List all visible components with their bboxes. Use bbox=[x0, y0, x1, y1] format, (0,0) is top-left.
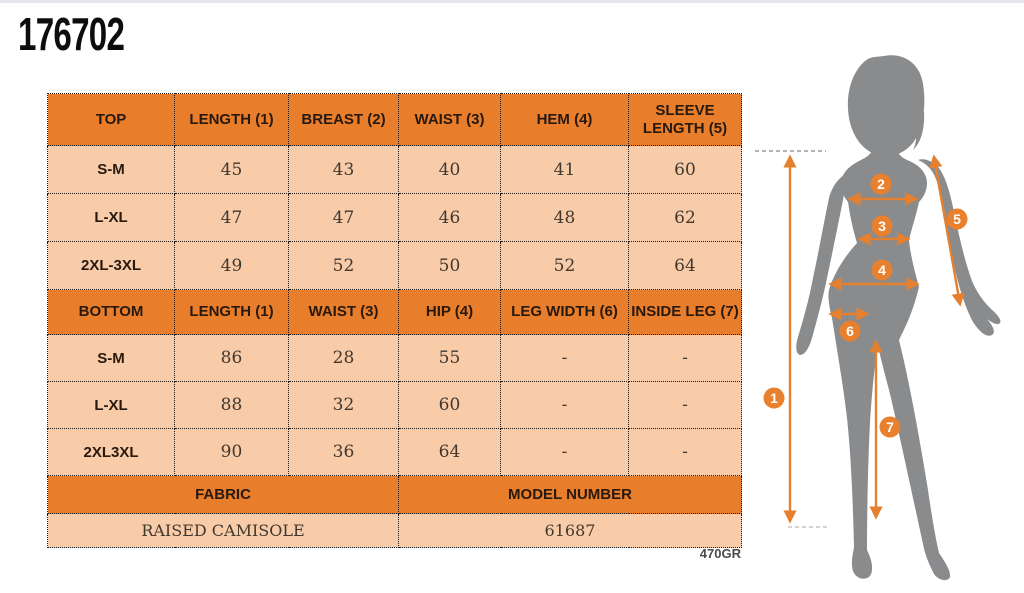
measurement-cell: 32 bbox=[289, 382, 399, 429]
fabric-value: RAISED CAMISOLE bbox=[48, 514, 399, 548]
measurement-cell: 36 bbox=[289, 429, 399, 476]
measurement-cell: 47 bbox=[289, 194, 399, 242]
page-title: 176702 bbox=[18, 8, 125, 60]
measurement-cell: 60 bbox=[399, 382, 501, 429]
measurement-cell: 90 bbox=[175, 429, 289, 476]
measurement-cell: 40 bbox=[399, 146, 501, 194]
col-header: HEM (4) bbox=[501, 94, 629, 146]
col-header: LEG WIDTH (6) bbox=[501, 290, 629, 335]
measurement-cell: 47 bbox=[175, 194, 289, 242]
col-header: BREAST (2) bbox=[289, 94, 399, 146]
page-top-divider bbox=[0, 0, 1024, 3]
col-header: WAIST (3) bbox=[399, 94, 501, 146]
table-row bbox=[48, 382, 742, 429]
size-label: L-XL bbox=[48, 194, 175, 242]
col-header: SLEEVE LENGTH (5) bbox=[629, 94, 742, 146]
measurement-cell: 49 bbox=[175, 242, 289, 290]
size-chart bbox=[47, 93, 741, 548]
model-number-value: 61687 bbox=[399, 514, 742, 548]
marker-number-4: 4 bbox=[878, 262, 886, 278]
measurement-cell: 50 bbox=[399, 242, 501, 290]
col-header: LENGTH (1) bbox=[175, 94, 289, 146]
marker-number-3: 3 bbox=[878, 218, 886, 234]
col-header: BOTTOM bbox=[48, 290, 175, 335]
measurement-cell: 62 bbox=[629, 194, 742, 242]
measurement-cell: 88 bbox=[175, 382, 289, 429]
marker-number-5: 5 bbox=[953, 211, 961, 227]
measurement-cell: 64 bbox=[629, 242, 742, 290]
table-row bbox=[48, 429, 742, 476]
size-chart-table bbox=[47, 93, 742, 548]
bottom-header-row bbox=[48, 290, 742, 335]
size-label: 2XL3XL bbox=[48, 429, 175, 476]
measurement-figure bbox=[753, 50, 1015, 590]
top-header-row bbox=[48, 94, 742, 146]
marker-number-6: 6 bbox=[846, 323, 854, 339]
measurement-cell: 86 bbox=[175, 335, 289, 382]
size-label: S-M bbox=[48, 146, 175, 194]
measurement-cell: - bbox=[501, 335, 629, 382]
table-row bbox=[48, 242, 742, 290]
measurement-cell: 52 bbox=[289, 242, 399, 290]
col-header: TOP bbox=[48, 94, 175, 146]
measurement-cell: 64 bbox=[399, 429, 501, 476]
col-header: INSIDE LEG (7) bbox=[629, 290, 742, 335]
fabric-header: FABRIC bbox=[48, 476, 399, 514]
measurement-cell: 46 bbox=[399, 194, 501, 242]
woman-silhouette-icon bbox=[796, 55, 1000, 580]
col-header: WAIST (3) bbox=[289, 290, 399, 335]
size-label: 2XL-3XL bbox=[48, 242, 175, 290]
measurement-cell: 60 bbox=[629, 146, 742, 194]
measurement-cell: 52 bbox=[501, 242, 629, 290]
measurement-cell: 28 bbox=[289, 335, 399, 382]
measurement-cell: 48 bbox=[501, 194, 629, 242]
col-header: HIP (4) bbox=[399, 290, 501, 335]
measurement-cell: - bbox=[629, 429, 742, 476]
measurement-cell: 45 bbox=[175, 146, 289, 194]
footer-header-row bbox=[48, 476, 742, 514]
measurement-figure-svg bbox=[753, 50, 1015, 590]
marker-number-2: 2 bbox=[877, 176, 885, 192]
model-number-header: MODEL NUMBER bbox=[399, 476, 742, 514]
measurement-cell: 55 bbox=[399, 335, 501, 382]
measurement-cell: - bbox=[629, 382, 742, 429]
weight-note: 470GR bbox=[699, 546, 741, 561]
footer-value-row bbox=[48, 514, 742, 548]
measurement-cell: 43 bbox=[289, 146, 399, 194]
marker-number-7: 7 bbox=[886, 419, 894, 435]
col-header: LENGTH (1) bbox=[175, 290, 289, 335]
measurement-cell: - bbox=[629, 335, 742, 382]
measurement-cell: - bbox=[501, 382, 629, 429]
table-row bbox=[48, 335, 742, 382]
marker-number-1: 1 bbox=[770, 390, 778, 406]
table-row bbox=[48, 194, 742, 242]
size-label: L-XL bbox=[48, 382, 175, 429]
size-label: S-M bbox=[48, 335, 175, 382]
table-row bbox=[48, 146, 742, 194]
measurement-cell: - bbox=[501, 429, 629, 476]
measurement-cell: 41 bbox=[501, 146, 629, 194]
